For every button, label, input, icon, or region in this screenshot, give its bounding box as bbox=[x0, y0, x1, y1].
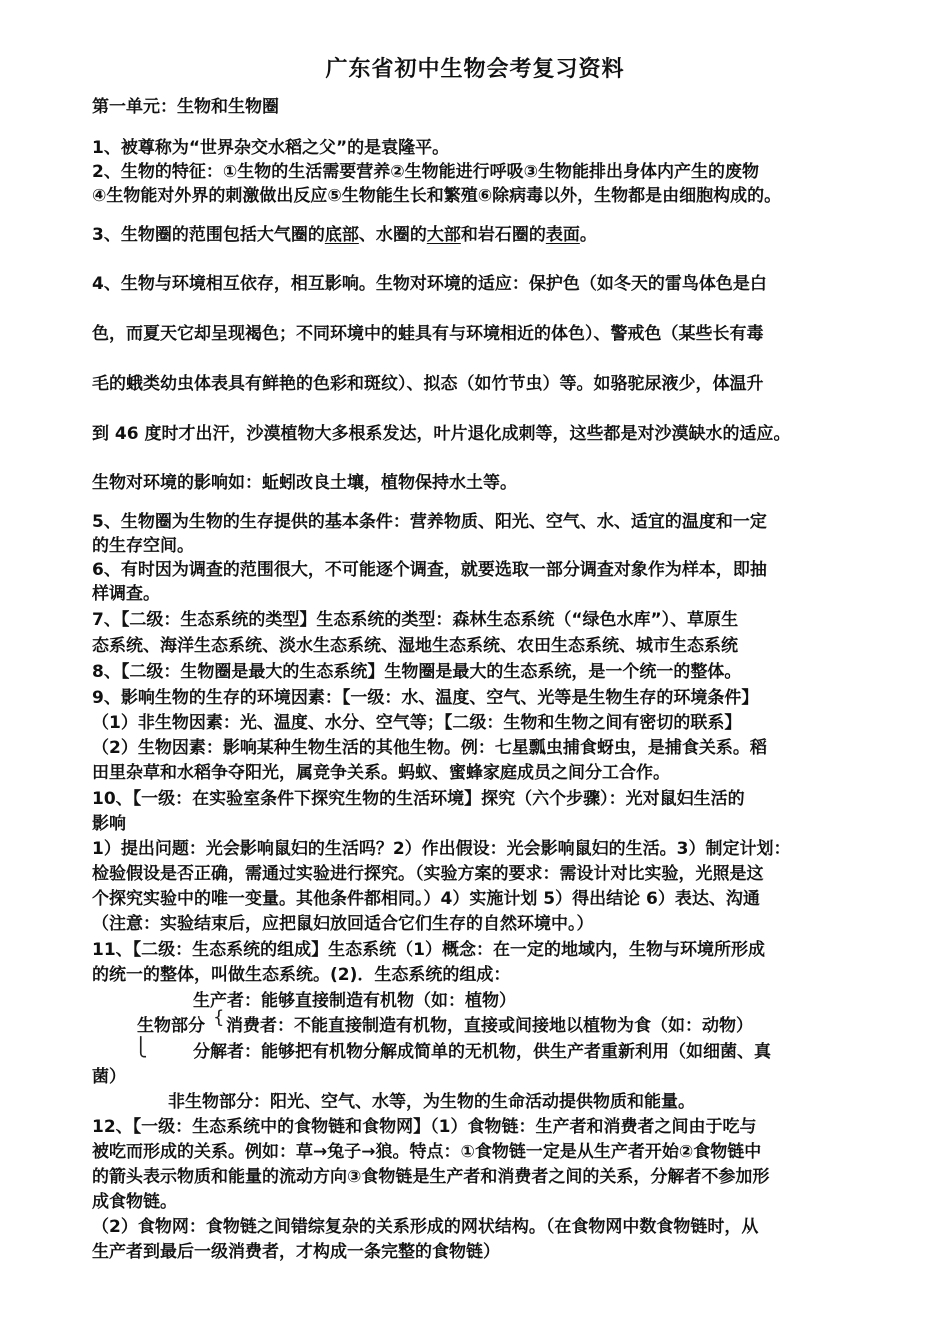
decomposer-line: 分解者：能够把有机物分解成简单的无机物，供生产者重新利用（如细菌、真 bbox=[193, 1042, 771, 1062]
item-12-line-3: 的箭头表示物质和能量的流动方向③食物链是生产者和消费者之间的关系，分解者不参加形 bbox=[92, 1167, 770, 1187]
item-3-text-3: 和岩石圈的 bbox=[460, 225, 546, 245]
nonbio-line: 非生物部分：阳光、空气、水等，为生物的生命活动提供物质和能量。 bbox=[168, 1092, 695, 1112]
item-10-line-1: 10、【一级：在实验室条件下探究生物的生活环境】探究（六个步骤）：光对鼠妇生活的 bbox=[92, 789, 745, 809]
item-9-line-1: 9、影响生物的生存的环境因素：【一级：水、温度、空气、光等是生物生存的环境条件】 bbox=[92, 688, 759, 708]
item-3 bbox=[92, 223, 867, 247]
producer-line: 生产者：能够直接制造有机物（如：植物） bbox=[193, 991, 516, 1011]
item-9-line-3: （2）生物因素：影响某种生物生活的其他生物。例：七星瓢虫捕食蚜虫，是捕食关系。稻 bbox=[92, 738, 767, 758]
item-11-line-1: 11、【二级：生态系统的组成】生态系统（1）概念：在一定的地域内，生物与环境所形成 bbox=[92, 940, 765, 960]
consumer-line: 消费者：不能直接制造有机物，直接或间接地以植物为食（如：动物） bbox=[226, 1016, 753, 1036]
item-9-line-4: 田里杂草和水稻争夺阳光，属竞争关系。蚂蚁、蜜蜂家庭成员之间分工合作。 bbox=[92, 763, 670, 783]
item-4-line-2: 色，而夏天它却呈现褐色；不同环境中的蛙具有与环境相近的体色）、警戒色（某些长有毒 bbox=[92, 324, 764, 344]
item-4-line-1: 4、生物与环境相互依存，相互影响。生物对环境的适应：保护色（如冬天的雷鸟体色是白 bbox=[92, 274, 767, 294]
item-12-line-2: 被吃而形成的关系。例如：草→兔子→狼。特点：①食物链一定是从生产者开始②食物链中 bbox=[92, 1142, 762, 1162]
item-2-line-1: 2、生物的特征：①生物的生活需要营养②生物能进行呼吸③生物能排出身体内产生的废物 bbox=[92, 162, 760, 182]
item-11-line-2: 的统一的整体，叫做生态系统。(2)．生态系统的组成： bbox=[92, 965, 511, 985]
item-3-text: 3、生物圈的范围包括大气圈的 bbox=[92, 225, 325, 245]
item-12-line-5: （2）食物网：食物链之间错综复杂的关系形成的网状结构。（在食物网中数食物链时，从 bbox=[92, 1217, 759, 1237]
unit-heading: 第一单元：生物和生物圈 bbox=[92, 97, 279, 117]
item-9-line-2: （1）非生物因素：光、温度、水分、空气等；【二级：生物和生物之间有密切的联系】 bbox=[92, 713, 742, 733]
item-8: 8、【二级：生物圈是最大的生态系统】生物圈是最大的生态系统，是一个统一的整体。 bbox=[92, 662, 742, 682]
item-12-line-6: 生产者到最后一级消费者，才构成一条完整的食物链） bbox=[92, 1242, 500, 1262]
item-10-line-6: （注意：实验结束后，应把鼠妇放回适合它们生存的自然环境中。） bbox=[92, 914, 594, 934]
item-2-line-2: ④生物能对外界的刺激做出反应⑤生物能生长和繁殖⑥除病毒以外，生物都是由细胞构成的。 bbox=[92, 186, 782, 206]
decomposer-line-2: 菌） bbox=[92, 1067, 126, 1087]
item-5-line-2: 的生存空间。 bbox=[92, 536, 194, 556]
item-12-line-4: 成食物链。 bbox=[92, 1192, 177, 1212]
item-3-underline-2: 大部 bbox=[426, 225, 461, 245]
bio-part-label: 生物部分 bbox=[137, 1016, 205, 1036]
item-3-underline-3: 表面 bbox=[545, 225, 580, 245]
item-4-line-4: 到 46 度时才出汗，沙漠植物大多根系发达，叶片退化成刺等，这些都是对沙漠缺水的适应。 bbox=[92, 424, 791, 444]
item-6-line-1: 6、有时因为调查的范围很大，不可能逐个调查，就要选取一部分调查对象作为样本，即抽 bbox=[92, 560, 767, 580]
item-3-text-4: 。 bbox=[579, 225, 597, 245]
item-1: 1、被尊称为“世界杂交水稻之父”的是袁隆平。 bbox=[92, 138, 450, 158]
item-3-underline-1: 底部 bbox=[324, 225, 359, 245]
item-3-text-2: 、水圈的 bbox=[358, 225, 427, 245]
item-5-line-1: 5、生物圈为生物的生存提供的基本条件：营养物质、阳光、空气、水、适宜的温度和一定 bbox=[92, 512, 767, 532]
item-10-line-2: 影响 bbox=[92, 814, 126, 834]
brace-mark: { bbox=[213, 1007, 225, 1028]
brace-mark-lower: ⎩ bbox=[134, 1037, 148, 1058]
item-10-line-4: 检验假设是否正确，需通过实验进行探究。（实验方案的要求：需设计对比实验，光照是这 bbox=[92, 864, 764, 884]
item-10-line-3: 1）提出问题：光会影响鼠妇的生活吗？2）作出假设：光会影响鼠妇的生活。3）制定计划： bbox=[92, 839, 791, 859]
document-title: 广东省初中生物会考复习资料 bbox=[325, 57, 625, 82]
item-6-line-2: 样调查。 bbox=[92, 584, 160, 604]
item-7-line-1: 7、【二级：生态系统的类型】生态系统的类型：森林生态系统（“绿色水库”）、草原生 bbox=[92, 610, 739, 630]
item-10-line-5: 个探究实验中的唯一变量。其他条件都相同。）4）实施计划 5）得出结论 6）表达、沟通 bbox=[92, 889, 760, 909]
item-4-line-5: 生物对环境的影响如：蚯蚓改良土壤，植物保持水土等。 bbox=[92, 473, 517, 493]
item-12-line-1: 12、【一级：生态系统中的食物链和食物网】（1）食物链：生产者和消费者之间由于吃与 bbox=[92, 1117, 757, 1137]
item-7-line-2: 态系统、海洋生态系统、淡水生态系统、湿地生态系统、农田生态系统、城市生态系统 bbox=[92, 636, 738, 656]
item-4-line-3: 毛的蛾类幼虫体表具有鲜艳的色彩和斑纹）、拟态（如竹节虫）等。如骆驼尿液少，体温升 bbox=[92, 374, 764, 394]
